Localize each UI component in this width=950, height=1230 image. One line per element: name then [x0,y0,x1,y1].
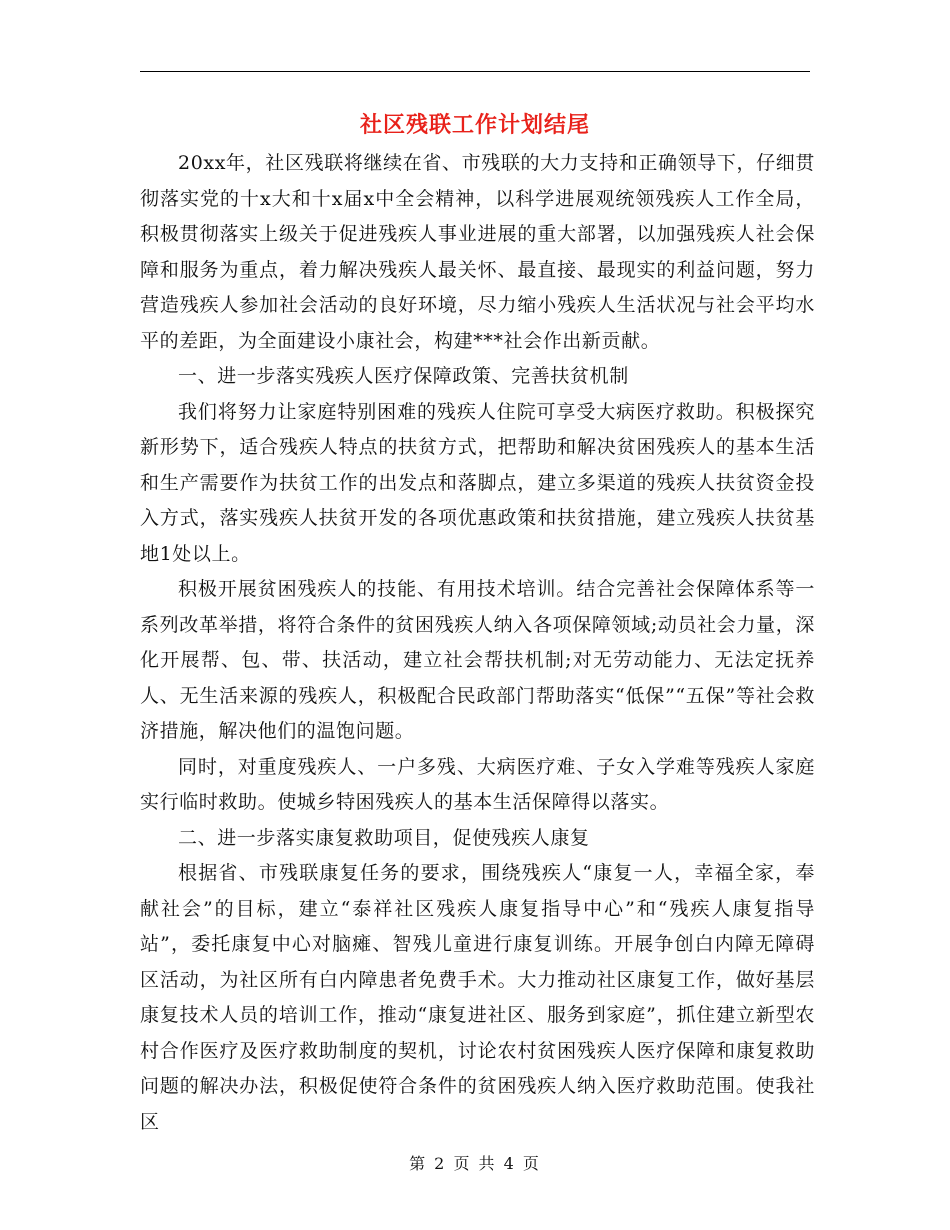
document-body [140,146,815,1140]
header-rule [140,71,810,72]
section-heading-2: 二、进一步落实康复救助项目，促使残疾人康复 [178,826,590,849]
paragraph-training: 积极开展贫困残疾人的技能、有用技术培训。结合完善社会保障体系等一系列改革举措，将符合条件的贫困残疾人纳入各项保障领域;动员社会力量，深化开展帮、包、带、扶活动，建立社会帮扶机制;对无劳动能力、无法定抚养人、无生活来源的残疾人，积极配合民政部门帮助落实“低保”“五保”等社会救济措施，解决他们的温饱问题。 [140,578,815,742]
paragraph-relief: 同时，对重度残疾人、一户多残、大病医疗难、子女入学难等残疾人家庭实行临时救助。使城乡特困残疾人的基本生活保障得以落实。 [140,755,815,813]
section-heading-1: 一、进一步落实残疾人医疗保障政策、完善扶贫机制 [178,365,629,387]
page-number: 第 2 页 共 4 页 [409,1154,541,1173]
paragraph-medical: 我们将努力让家庭特别困难的残疾人住院可享受大病医疗救助。积极探究新形势下，适合残疾人特点的扶贫方式，把帮助和解决贫困残疾人的基本生活和生产需要作为扶贫工作的出发点和落脚点，建立多渠道的残疾人扶贫资金投入方式，落实残疾人扶贫开发的各项优惠政策和扶贫措施，建立残疾人扶贫基地1处以上。 [140,400,815,565]
document-title: 社区残联工作计划结尾 [359,113,590,138]
paragraph-intro: 20xx年，社区残联将继续在省、市残联的大力支持和正确领导下，仔细贯彻落实党的十x大和十x届x中全会精神，以科学进展观统领残疾人工作全局，积极贯彻落实上级关于促进残疾人事业进展的重大部署，以加强残疾人社会保障和服务为重点，着力解决残疾人最关怀、最直接、最现实的利益问题，努力营造残疾人参加社会活动的良好环境，尽力缩小残疾人生活状况与社会平均水平的差距，为全面建设小康社会，构建***社会作出新贡献。 [140,152,815,352]
paragraph-rehab: 根据省、市残联康复任务的要求，围绕残疾人“康复一人，幸福全家，奉献社会”的目标，建立“泰祥社区残疾人康复指导中心”和“残疾人康复指导站”，委托康复中心对脑瘫、智残儿童进行康复训练。开展争创白内障无障碍区活动，为社区所有白内障患者免费手术。大力推动社区康复工作，做好基层康复技术人员的培训工作，推动“康复进社区、服务到家庭”，抓住建立新型农村合作医疗及医疗救助制度的契机，讨论农村贫困残疾人医疗保障和康复救助问题的解决办法，积极促使符合条件的贫困残疾人纳入医疗救助范围。使我社区 [140,862,815,1133]
